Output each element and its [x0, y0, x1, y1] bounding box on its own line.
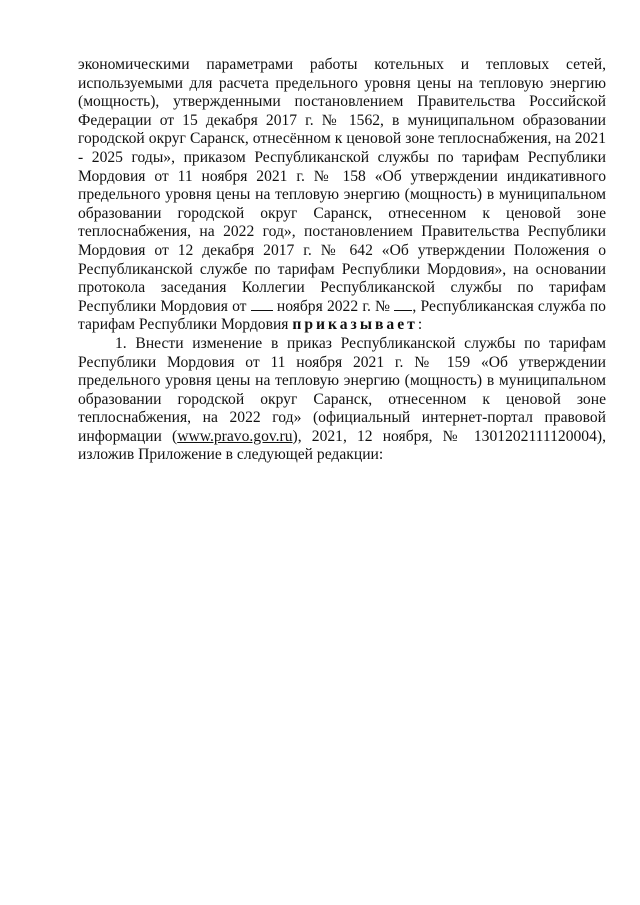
item-1-text: 1. Внести изменение в приказ Республиканской службы по тарифам Республики Мордовия от 11 ноября 2021 г. № 159 «Об утверждении предельного уровня цены на тепловую энергию (мощность) в муниципальном образовании городской округ Саранск, отнесенном к ценовой зоне теплоснабжения, на 2022 год» (официальный интернет-портал правовой информации (	[78, 334, 606, 445]
order-colon: :	[417, 316, 423, 334]
number-blank	[394, 298, 412, 311]
date-blank	[251, 298, 273, 311]
item-1-paragraph	[78, 335, 606, 465]
preamble-text: экономическими параметрами работы котельных и тепловых сетей, используемыми для расчета предельного уровня цены на тепловую энергию (мощность), утвержденными постановлением Правительства Российской Федерации от 15 декабря 2017 г. № 1562, в муниципальном образовании городской округ Саранск, отнесённом к ценовой зоне теплоснабжения, на 2021 - 2025 годы», приказом Республиканской службы по тарифам Республики Мордовия от 11 ноября 2021 г. № 158 «Об утверждении индикативного предельного уровня цены на тепловую энергию (мощность) в муниципальном образовании городской округ Саранск, отнесенном к ценовой зоне теплоснабжения, на 2022 год», постановлением Правительства Республики Мордовия от 12 декабря 2017 г. № 642 «Об утверждении Положения о Республиканской службе по тарифам Республики Мордовия», на основании протокола заседания Коллегии Республиканской службы по тарифам Республики Мордовия от	[78, 56, 606, 315]
preamble-paragraph	[78, 56, 606, 335]
document-page	[78, 56, 606, 465]
preamble-date-text: ноября 2022 г. №	[276, 297, 391, 315]
pravo-link[interactable]: www.pravo.gov.ru	[177, 427, 293, 445]
preamble-authority-text: , Республиканская служба по тарифам Республики Мордовия	[78, 297, 606, 334]
order-word: приказывает	[292, 316, 418, 334]
item-1-text-end: ), 2021, 12 ноября, № 1301202111120004), изложив Приложение в следующей редакции:	[78, 427, 606, 464]
